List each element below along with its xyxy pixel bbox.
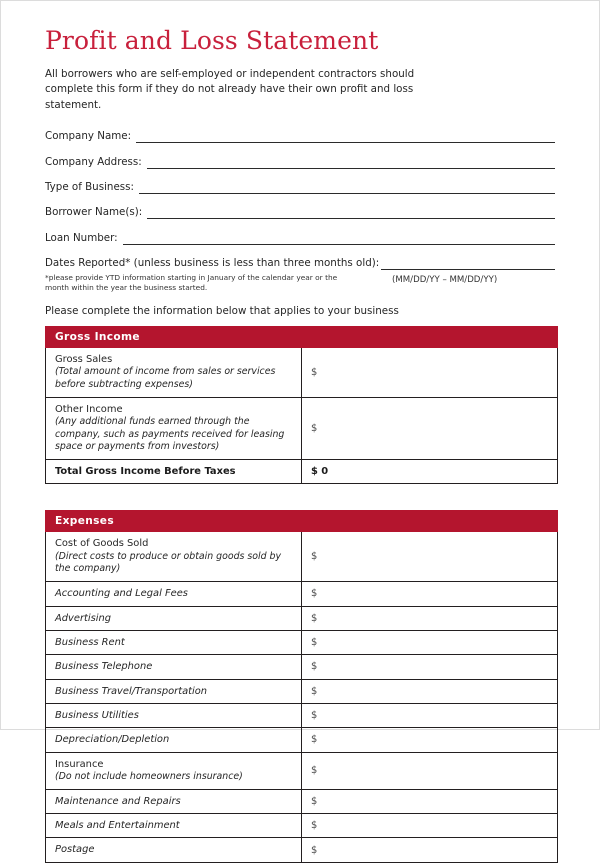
gross-income-body bbox=[46, 326, 558, 484]
line-item-amount-cell[interactable]: $ bbox=[302, 838, 558, 862]
line-item-label-cell bbox=[46, 397, 302, 459]
line-item-label-cell bbox=[46, 630, 302, 654]
line-item-name: Gross Sales bbox=[55, 353, 113, 365]
line-item-amount-cell[interactable]: $ bbox=[302, 397, 558, 459]
form-field-label: Type of Business: bbox=[45, 181, 134, 194]
form-field-input[interactable] bbox=[139, 183, 555, 194]
gross-income-heading: Gross Income bbox=[46, 326, 558, 347]
table-row bbox=[46, 679, 558, 703]
table-row bbox=[46, 606, 558, 630]
line-item-label-cell bbox=[46, 606, 302, 630]
line-item-amount-cell[interactable]: $ bbox=[302, 789, 558, 813]
dates-reported-footnote: *please provide YTD information starting in January of the calendar year or the month within the year the business started. bbox=[45, 272, 338, 293]
line-item-name: Other Income bbox=[55, 403, 123, 415]
dates-reported-label: Dates Reported* (unless business is less than three months old): bbox=[45, 257, 380, 270]
line-item-name: Cost of Goods Sold bbox=[55, 538, 149, 550]
table-row bbox=[46, 532, 558, 582]
line-item-amount-cell[interactable]: $ bbox=[302, 532, 558, 582]
table-row bbox=[46, 752, 558, 789]
form-field-input[interactable] bbox=[147, 158, 555, 169]
form-field-input[interactable] bbox=[136, 132, 555, 143]
line-item-name: Business Utilities bbox=[55, 709, 139, 721]
line-item-name: Accounting and Legal Fees bbox=[55, 588, 188, 600]
form-field-input[interactable] bbox=[147, 208, 555, 219]
line-item-label-cell bbox=[46, 789, 302, 813]
line-item-label-cell bbox=[46, 703, 302, 727]
line-item-label-cell bbox=[46, 838, 302, 862]
date-format-hint: (MM/DD/YY – MM/DD/YY) bbox=[392, 274, 498, 285]
expenses-table bbox=[45, 510, 558, 862]
table-row bbox=[46, 460, 558, 484]
line-item-label-cell bbox=[46, 532, 302, 582]
line-item-name: Business Rent bbox=[55, 636, 125, 648]
form-field-label: Loan Number: bbox=[45, 231, 118, 244]
expenses-heading: Expenses bbox=[46, 511, 558, 532]
line-item-amount-cell[interactable]: $ bbox=[302, 752, 558, 789]
line-item-amount-cell[interactable]: $ bbox=[302, 630, 558, 654]
dates-reported-row bbox=[45, 258, 555, 270]
intro-paragraph: All borrowers who are self-employed or independent contractors should complete this form if they do not already have their own profit and loss statement. bbox=[45, 67, 415, 111]
table-row bbox=[46, 838, 558, 862]
form-field-input[interactable] bbox=[123, 234, 555, 245]
line-item-label-cell bbox=[46, 752, 302, 789]
gross-income-header-row bbox=[46, 326, 558, 347]
line-item-name: Depreciation/Depletion bbox=[55, 734, 170, 746]
line-item-amount-cell[interactable]: $ bbox=[302, 703, 558, 727]
line-item-name: Business Travel/Transportation bbox=[55, 685, 208, 697]
line-item-description: (Any additional funds earned through the company, such as payments received for leasing space or payments from investors) bbox=[55, 415, 285, 453]
table-row bbox=[46, 655, 558, 679]
form-field-row bbox=[45, 182, 555, 194]
line-item-amount-cell: $ 0 bbox=[302, 460, 558, 484]
line-item-amount-cell[interactable]: $ bbox=[302, 679, 558, 703]
table-row bbox=[46, 814, 558, 838]
footnote-block bbox=[45, 273, 555, 299]
line-item-label-cell bbox=[46, 582, 302, 606]
line-item-label-cell bbox=[46, 655, 302, 679]
form-field-row bbox=[45, 131, 555, 143]
line-item-label-cell bbox=[46, 347, 302, 397]
line-item-description: (Direct costs to produce or obtain goods sold by the company) bbox=[55, 550, 282, 575]
line-item-amount-cell[interactable]: $ bbox=[302, 606, 558, 630]
form-field-row bbox=[45, 157, 555, 169]
gross-income-table bbox=[45, 326, 558, 485]
line-item-label-cell bbox=[46, 460, 302, 484]
line-item-amount-cell[interactable]: $ bbox=[302, 728, 558, 752]
line-item-amount-cell[interactable]: $ bbox=[302, 582, 558, 606]
line-item-name: Insurance bbox=[55, 758, 104, 770]
table-row bbox=[46, 630, 558, 654]
table-row bbox=[46, 789, 558, 813]
please-complete-text: Please complete the information below that applies to your business bbox=[45, 304, 399, 317]
table-spacer bbox=[45, 484, 555, 510]
table-row bbox=[46, 347, 558, 397]
form-field-label: Borrower Name(s): bbox=[45, 206, 143, 219]
line-item-label-cell bbox=[46, 814, 302, 838]
line-item-amount-cell[interactable]: $ bbox=[302, 814, 558, 838]
line-item-label-cell bbox=[46, 679, 302, 703]
form-field-label: Company Address: bbox=[45, 155, 142, 168]
table-row bbox=[46, 582, 558, 606]
expenses-body bbox=[46, 511, 558, 862]
line-item-label-cell bbox=[46, 728, 302, 752]
line-item-name: Total Gross Income Before Taxes bbox=[55, 466, 236, 478]
line-item-amount-cell[interactable]: $ bbox=[302, 347, 558, 397]
line-item-name: Meals and Entertainment bbox=[55, 820, 180, 832]
dates-reported-input[interactable] bbox=[381, 259, 555, 270]
line-item-name: Maintenance and Repairs bbox=[55, 795, 181, 807]
form-field-row bbox=[45, 207, 555, 219]
line-item-name: Advertising bbox=[55, 612, 112, 624]
line-item-description: (Do not include homeowners insurance) bbox=[55, 771, 243, 783]
table-row bbox=[46, 703, 558, 727]
table-row bbox=[46, 728, 558, 752]
line-item-description: (Total amount of income from sales or services before subtracting expenses) bbox=[55, 366, 276, 390]
applicant-fields bbox=[45, 131, 555, 244]
expenses-header-row bbox=[46, 511, 558, 532]
page-title: Profit and Loss Statement bbox=[45, 26, 379, 55]
form-field-row bbox=[45, 233, 555, 245]
line-item-name: Postage bbox=[55, 844, 95, 856]
line-item-name: Business Telephone bbox=[55, 661, 153, 673]
line-item-amount-cell[interactable]: $ bbox=[302, 655, 558, 679]
form-field-label: Company Name: bbox=[45, 130, 132, 143]
table-row bbox=[46, 397, 558, 459]
